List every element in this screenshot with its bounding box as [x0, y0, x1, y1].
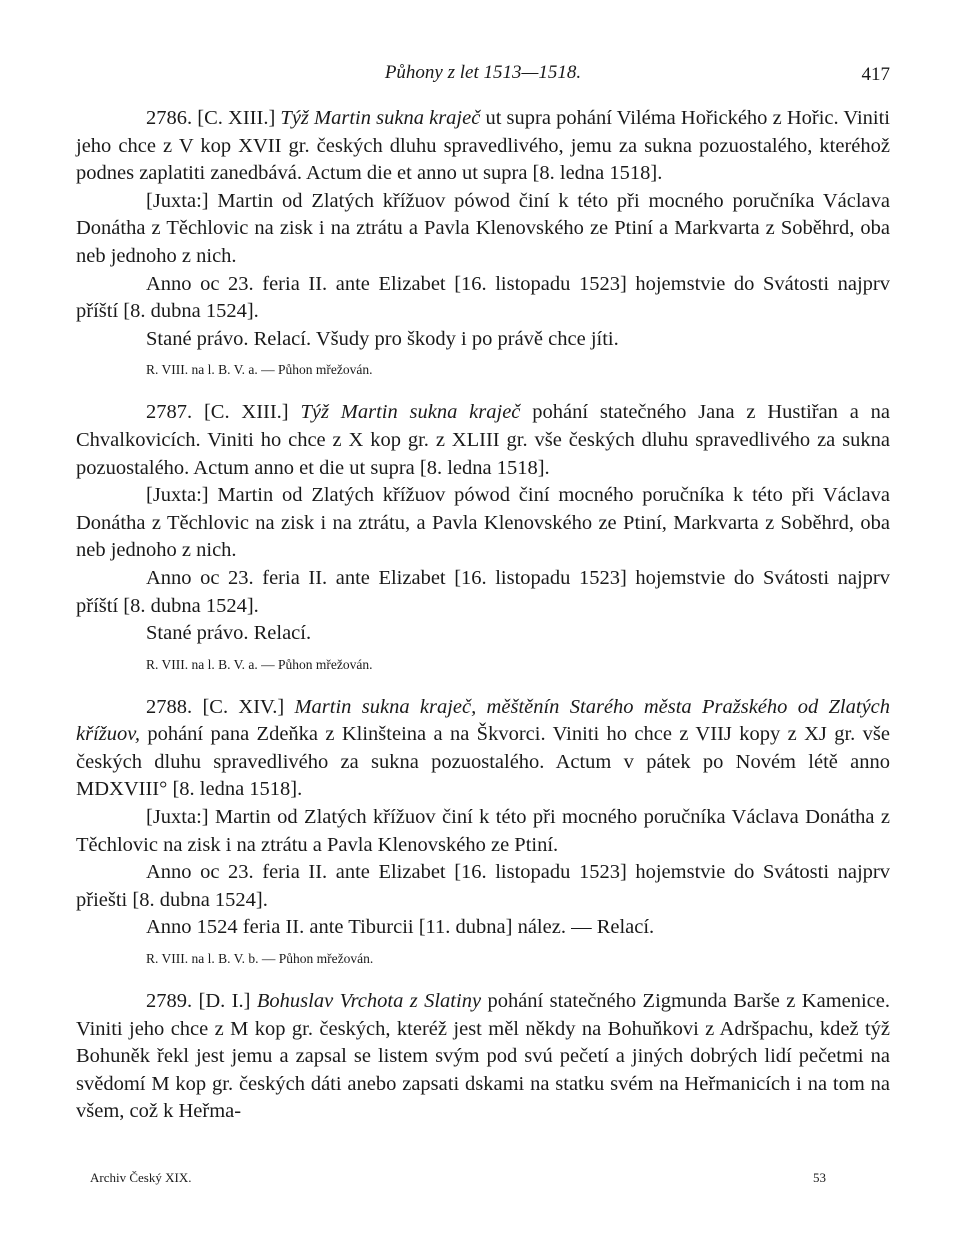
- entry-party: Týž Martin sukna kraječ: [300, 401, 521, 424]
- entry-text: pohání statečného Jana z Hustiřan a na Chvalkovicích. Viniti ho chce z X kop gr. z XLIII gr. vše českých dluhu spravedlivého za sukna pozuostalého. Actum anno et die ut supra [8. ledna 1518].: [76, 401, 891, 479]
- entry-number: 2788.: [146, 695, 193, 718]
- entry-paragraph: [76, 399, 890, 482]
- page-footer: [90, 1170, 826, 1190]
- page-number: 417: [861, 64, 890, 85]
- archive-reference: R. VIII. na l. B. V. a. — Půhon mřežován.: [146, 362, 373, 378]
- entry-signature: [C. XIV.]: [202, 695, 285, 718]
- entry-2786: [76, 105, 890, 379]
- entry-party: Týž Martin sukna kraječ: [280, 107, 481, 129]
- document-body: [76, 105, 890, 1146]
- entry-text: ut supra pohání Viléma Hořického z Hořic. Viniti jeho chce z V kop XVII gr. českých dluhu spravedlivého, jemu za sukna pozuostalého, kteréhož podnes zaplatiti zanedbává. Actum die et anno ut supra [8. ledna 1518].: [76, 107, 890, 185]
- entry-paragraph: [76, 694, 890, 804]
- juxta-paragraph: [Juxta:] Martin od Zlatých křížuov pówod činí mocného poručníka k této při Václava Donátha z Těchlovic na zisk i na ztrátu, a Pavla Klenovského ze Ptiní, Markvarta z Soběhrd, oba neb jednoho z nich.: [76, 484, 890, 562]
- entry-text: pohání pana Zdeňka z Klinšteina a na Škvorci. Viniti ho chce z VIIJ kopy z XJ gr. vše českých dluhu spravedlivého za sukna pozuostalého. Actum v pátek po Novém létě anno MDXVIII° [8. ledna 1518].: [76, 723, 890, 801]
- entry-signature: [C. XIII.]: [197, 107, 276, 129]
- entry-2788: [76, 694, 890, 968]
- entry-number: 2789.: [146, 990, 193, 1013]
- publication-title: Archiv Český XIX.: [90, 1170, 192, 1185]
- entry-number: 2787.: [146, 401, 193, 424]
- entry-paragraph: [76, 988, 890, 1126]
- status-paragraph: Anno 1524 feria II. ante Tiburcii [11. dubna] nález. — Relací.: [146, 916, 655, 939]
- running-title: Půhony z let 1513—1518.: [384, 62, 582, 83]
- archive-reference: R. VIII. na l. B. V. a. — Půhon mřežován.: [146, 656, 373, 672]
- anno-paragraph: Anno oc 23. feria II. ante Elizabet [16. listopadu 1523] hojemstvie do Svátosti najprv příští [8. dubna 1524].: [76, 272, 890, 323]
- entry-number: 2786.: [146, 107, 193, 129]
- signature-mark: 53: [813, 1170, 826, 1185]
- anno-paragraph: Anno oc 23. feria II. ante Elizabet [16. listopadu 1523] hojemstvie do Svátosti najprv příští [8. dubna 1524].: [76, 566, 890, 617]
- status-paragraph: Stané právo. Relací.: [146, 622, 312, 645]
- entry-party: Martin sukna kraječ, měštěnín Starého města Pražského od Zlatých křížuov,: [76, 695, 891, 746]
- archive-reference: R. VIII. na l. B. V. b. — Půhon mřežován.: [146, 951, 374, 967]
- entry-text: pohání statečného Zigmunda Barše z Kamenice. Viniti jeho chce z M kop gr. českých, kteréž jest měl někdy na Bohuňkovi z Adršpachu, kdež týž Bohuněk řekl jest jemu a zapsal se listem svým pod svú pečetí a jiných dobrých lidí pečetmi na svědomí M kop gr. českých dáti anebo zapsati dskami na statku svém na Heřmanicích i na tom na všem, což k Heřma-: [76, 990, 891, 1123]
- entry-signature: [D. I.]: [198, 990, 251, 1013]
- status-paragraph: Stané právo. Relací. Všudy pro škody i po právě chce jíti.: [146, 327, 619, 350]
- entry-2789: [76, 988, 890, 1126]
- entry-paragraph: [76, 105, 890, 188]
- entry-party: Bohuslav Vrchota z Slatiny: [256, 990, 482, 1013]
- juxta-paragraph: [Juxta:] Martin od Zlatých křížuov pówod činí k této při mocného poručníka Václava Donátha z Těchlovic na zisk i na ztrátu a Pavla Klenovského ze Ptiní a Markvarta z Soběhrd, oba neb jednoho z nich.: [76, 189, 890, 267]
- juxta-paragraph: [Juxta:] Martin od Zlatých křížuov činí k této při mocného poručníka Václava Donátha z Těchlovic na zisk i na ztrátu a Pavla Klenovského ze Ptiní.: [76, 806, 890, 856]
- entry-2787: [76, 399, 890, 673]
- entry-signature: [C. XIII.]: [203, 401, 289, 424]
- page-header: [76, 62, 890, 92]
- anno-paragraph: Anno oc 23. feria II. ante Elizabet [16. listopadu 1523] hojemstvie do Svátosti najprv přiešti [8. dubna 1524].: [76, 861, 890, 911]
